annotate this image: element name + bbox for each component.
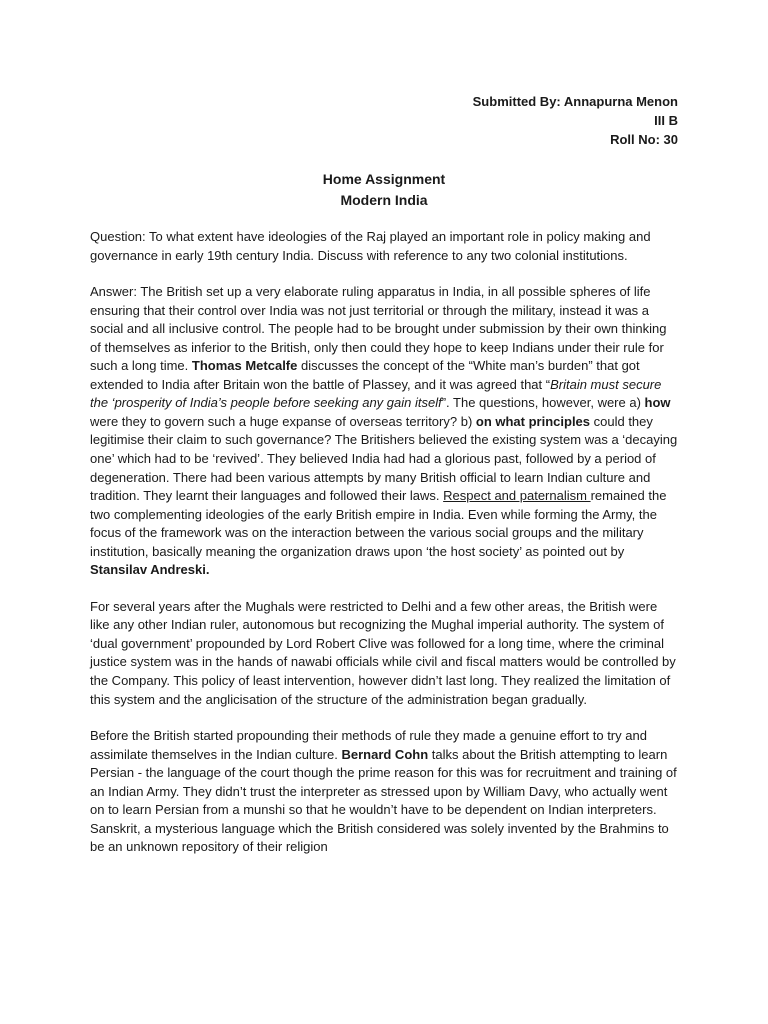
name-thomas-metcalfe: Thomas Metcalfe (191, 358, 298, 374)
underlined-respect-paternalism: Respect and paternalism (443, 488, 591, 504)
para4-text-1: Before the British started propounding their methods of rule they made a genuine effort to try and assimilate themselves in the Indian culture. (90, 728, 647, 762)
emphasis-principles: on what principles (475, 413, 591, 429)
emphasis-how: how (644, 395, 671, 411)
answer-paragraph (90, 283, 678, 580)
paragraph-assimilation (90, 727, 678, 857)
document-title (90, 169, 678, 211)
roll-number: Roll No: 30 (610, 132, 678, 147)
answer-text-2: discusses the concept of the “White man’s burden” that got extended to India after Britain won the battle of Plassey, and it was agreed that “ (90, 358, 640, 392)
answer-text-3: ”. The questions, however, were a) (441, 395, 645, 411)
name-stansilav-andreski: Stansilav Andreski. (90, 562, 210, 578)
submission-header (90, 92, 678, 149)
class-section: III B (654, 113, 678, 128)
paragraph-dual-government: For several years after the Mughals were restricted to Delhi and a few other areas, the British were like any other Indian ruler, autonomous but recognizing the Mughal imperial authority. The system of ‘dual government’ propounded by Lord Robert Clive was followed for a long time, where the criminal justice system was in the hands of nawabi officials while civil and fiscal matters would be controlled by the Company. This policy of least intervention, however didn’t last long. They realized the limitation of this system and the anglicisation of the structure of the administration began gradually. (90, 598, 676, 707)
answer-text-5: could they legitimise their claim to such governance? The Britishers believed the existing system was a ‘decaying one’ which had to be ‘revived’. They believed India had had a glorious past, followed by a period of degeneration. There had been various attempts by many British official to learn Indian culture and tradition. They learnt their languages and followed their laws. (90, 413, 678, 504)
document-page (90, 92, 678, 857)
title-line-1: Home Assignment (322, 171, 446, 187)
para4-text-2: talks about the British attempting to learn Persian - the language of the court though the prime reason for this was for recruitment and training of an Indian Army. They didn’t trust the interpreter as stressed upon by William Davy, who actually went on to learn Persian from a munshi so that he wouldn’t have to be dependent on Indian interpreters. Sanskrit, a mysterious language which the British considered was solely invented by the Brahmins to be an unknown repository of their religion (90, 746, 677, 855)
answer-text-4: were they to govern such a huge expanse of overseas territory? b) (90, 413, 476, 429)
question-paragraph: Question: To what extent have ideologies of the Raj played an important role in policy making and governance in early 19th century India. Discuss with reference to any two colonial institutions. (90, 229, 651, 263)
answer-quote: Britain must secure the ‘prosperity of India’s people before seeking any gain itself (90, 376, 662, 411)
name-bernard-cohn: Bernard Cohn (341, 746, 429, 762)
answer-text-6: remained the two complementing ideologies of the early British empire in India. Even while forming the Army, the focus of the framework was on the interaction between the various social groups and the military institution, basically meaning the organization draws upon ‘the host society’ as pointed out by (90, 488, 667, 559)
title-line-2: Modern India (340, 192, 428, 208)
answer-text-1: Answer: The British set up a very elaborate ruling apparatus in India, in all possible spheres of life ensuring that their control over India was not just territorial or through the military, instead it was a social and all inclusive control. The people had to be brought under submission by their own thinking of themselves as inferior to the British, only then could they hope to keep Indians under their rule for such a long time. (90, 284, 667, 374)
submitted-by: Submitted By: Annapurna Menon (472, 94, 678, 109)
